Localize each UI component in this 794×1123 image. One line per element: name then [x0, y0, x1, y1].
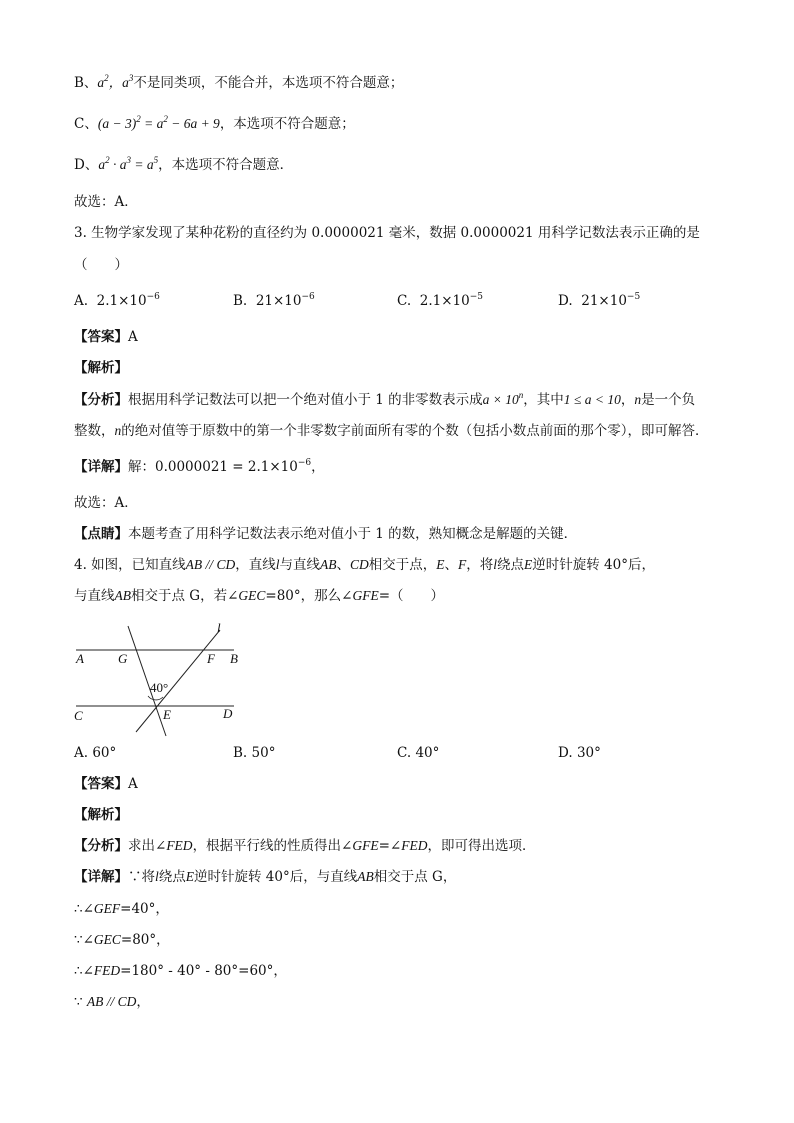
- q4-option-b: B. 50°: [233, 745, 276, 761]
- q4-option-a: A. 60°: [74, 745, 117, 761]
- option-b-line: B、$a^2$，$a^3$不是同类项，不能合并，本选项不符合题意；: [74, 73, 404, 91]
- angle-arc: [148, 696, 163, 700]
- answer-select-2: 故选：A．: [74, 495, 138, 511]
- q3-paren: （ ）: [74, 257, 128, 273]
- q3-option-d: D. $21\times 10^{-5}$: [558, 292, 641, 309]
- math-b: $a^2$，$a^3$: [97, 73, 134, 90]
- label-a: A: [76, 651, 84, 666]
- q4-answer: 【答案】A: [74, 776, 138, 792]
- math-d: $a^2 \cdot a^3 = a^5$: [98, 155, 159, 172]
- q3-fenxi-line2: 整数，n的绝对值等于原数中的第一个非零数字前面所有零的个数（包括小数点前面的那个零），即可解答．: [74, 423, 709, 439]
- label-b: B: [230, 651, 238, 666]
- option-d-line: D、$a^2 \cdot a^3 = a^5$，本选项不符合题意．: [74, 155, 294, 173]
- q4-step-4: ∵ AB // CD，: [74, 994, 150, 1010]
- q3-analysis-tag: 【解析】: [74, 360, 128, 376]
- q4-step-3: ∴∠FED=180° - 40° - 80°=60°，: [74, 963, 287, 979]
- q3-fenxi-line1: 【分析】根据用科学记数法可以把一个绝对值小于 1 的非零数表示成$a \times 10^n$，其中1 ≤ a < 10，n是一个负: [74, 390, 696, 408]
- q4-analysis-tag: 【解析】: [74, 807, 128, 823]
- q4-detail: 【详解】∵将l绕点E逆时针旋转 40°后，与直线AB相交于点 G，: [74, 869, 457, 885]
- q4-stem-line2: 与直线AB相交于点 G，若∠GEC=80°，那么∠GFE=（ ）: [74, 588, 445, 604]
- q4-step-1: ∴∠GEF=40°，: [74, 901, 169, 917]
- math-c: $(a - 3)^2 = a^2 - 6a + 9$: [97, 114, 220, 131]
- label-d: D: [223, 706, 233, 721]
- geometry-figure: [70, 618, 260, 740]
- q4-step-2: ∵∠GEC=80°，: [74, 932, 170, 948]
- label-angle-40: 40°: [150, 680, 169, 695]
- q3-option-c: C. $2.1\times 10^{-5}$: [397, 292, 483, 309]
- q4-fenxi: 【分析】求出∠FED，根据平行线的性质得出∠GFE=∠FED，即可得出选项．: [74, 838, 536, 854]
- label-e: E: [163, 707, 171, 722]
- q3-option-a: A. $2.1\times 10^{-6}$: [74, 292, 160, 309]
- q3-option-b: B. $21\times 10^{-6}$: [233, 292, 315, 309]
- answer-select-1: 故选：A．: [74, 194, 138, 210]
- label-c: C: [74, 708, 83, 723]
- line-l: [136, 630, 220, 732]
- option-c-line: C、$(a - 3)^2 = a^2 - 6a + 9$，本选项不符合题意；: [74, 114, 355, 132]
- q4-option-c: C. 40°: [397, 745, 440, 761]
- q3-comment: 【点睛】本题考查了用科学记数法表示绝对值小于 1 的数，熟知概念是解题的关键．: [74, 526, 578, 542]
- q3-answer: 【答案】A: [74, 329, 138, 345]
- q3-detail: 【详解】解：$0.0000021 = 2.1\times 10^{-6}$，: [74, 458, 325, 475]
- q4-option-d: D. 30°: [558, 745, 601, 761]
- label-l: l: [217, 620, 221, 635]
- label-g: G: [118, 651, 128, 666]
- label-f: F: [207, 651, 215, 666]
- q3-stem: 3. 生物学家发现了某种花粉的直径约为 0.0000021 毫米，数据 0.0000021 用科学记数法表示正确的是: [74, 225, 700, 241]
- q4-stem-line1: 4. 如图，已知直线AB // CD，直线l与直线AB、CD相交于点，E、F，将l绕点E逆时针旋转 40°后，: [74, 557, 655, 573]
